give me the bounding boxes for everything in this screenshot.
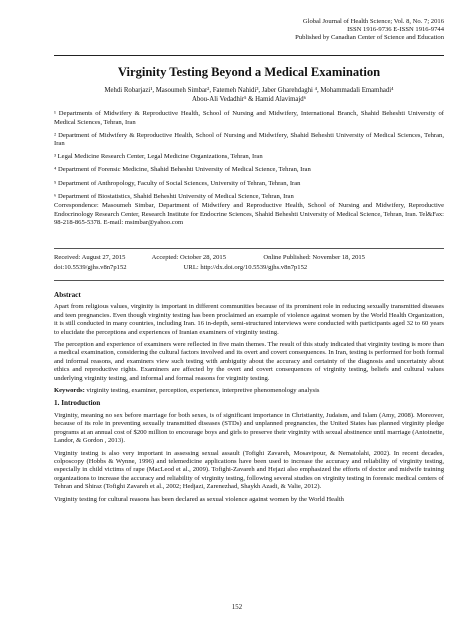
page-number: 152 xyxy=(231,604,243,611)
affiliation-list xyxy=(54,110,444,206)
body-paragraph: Virginity testing for cultural reasons has been declared as sexual violence against women by the World Health xyxy=(54,495,344,503)
journal-header-line: Published by Canadian Center of Science and Education xyxy=(295,34,444,42)
author-line: Abou-Ali Vedadhir⁵ & Hamid Alavimajd⁶ xyxy=(191,96,307,103)
doi: doi:10.5539/gjhs.v8n7p152 xyxy=(54,263,127,271)
keywords-text: virginity testing, examiner, perception, experience, interpretive phenomenology analysis xyxy=(84,387,320,395)
affiliation: ⁵ Department of Anthropology, Faculty of Social Sciences, University of Tehran, Tehran, Iran xyxy=(54,179,301,187)
author-list xyxy=(54,86,444,104)
affiliation: ⁴ Department of Forensic Medicine, Shahid Beheshti University of Medical Science, Tehran, Iran xyxy=(54,166,311,174)
doi-url-link[interactable]: URL: http://dx.doi.org/10.5539/gjhs.v8n7p152 xyxy=(183,263,308,271)
abstract-paragraph: The perception and experience of examiners were reflected in five main themes. The result of this study indicated that virginity testing is more than a medical examination, considering the cultural factors involved and its overt and covert consequences. In Iran, testing is performed for both formal and informal reasons, and examiners view such testing with ambiguity about the accuracy and certainty of the diagnosis and uncertainty about ethics and reproductive rights. Examiners are affected by the overt and covert consequences of virginity testing, beliefs and cultural values underlying virginity testing, and informal and formal reasons for virginity testing. xyxy=(54,341,445,382)
journal-header-line: Global Journal of Health Science; Vol. 8, No. 7; 2016 xyxy=(302,18,444,25)
abstract-heading: Abstract xyxy=(54,291,81,299)
affiliation: ⁶ Department of Biostatistics, Shahid Beheshti University of Medical Science, Tehran, Iran xyxy=(54,192,294,200)
body-paragraph: Virginity, meaning no sex before marriage for both sexes, is of significant importance in Christianity, Judaism, and Islam (Amy, 2008). Moreover, because of its role in preventing sexually transmitted diseases (STDs) and unplanned pregnancies, the United States has planned virginity pledge programs at an annual cost of $200 million to encourage boys and girls to preserve their virginity with sexual abstinence until marriage (Antoinette, Landor, & Gordon , 2013). xyxy=(54,411,444,445)
affiliation: ³ Legal Medicine Research Center, Legal Medicine Organizations, Tehran, Iran xyxy=(54,153,263,161)
accepted-date: Accepted: October 28, 2015 xyxy=(151,254,226,261)
paper-title: Virginity Testing Beyond a Medical Examination xyxy=(117,65,381,79)
body-paragraph: Virginity testing is also very important in assessing sexual assault (Tofighi Zavareh, Mosavipour, & Nematolahi, 2002). In recent decades, colposcopy (Hobbs & Wynne, 1996) and telemedicine applications have been used to increase the accuracy and reliability of virginity testing, especially in child victims of rape (MacLeod et al., 2009). Tofighi-Zavareh and Hejazi also emphasized the efforts of doctor and midwife training organizations to increase the accuracy and reliability of virginity testing, following several studies on virginity testing in forensic medical centers of Tehran and Shiraz (Tofighi Zavareh et al., 2002; Hedjazi, Zarenezhad, Shaykh Azadi, & Valie, 2012). xyxy=(54,449,444,491)
divider xyxy=(54,248,444,249)
keywords xyxy=(54,387,444,395)
journal-header xyxy=(295,18,444,43)
publication-dates xyxy=(54,253,444,273)
keywords-label: Keywords: xyxy=(54,387,85,395)
article-body xyxy=(54,291,444,508)
author-line: Mehdi Robarjazi¹, Masoumeh Simbar², Fatemeh Nahidi³, Jaber Gharehdaghi ⁴, Mohammadali Emamhadi⁴ xyxy=(104,87,394,94)
received-date: Received: August 27, 2015 xyxy=(54,254,126,261)
divider xyxy=(54,280,444,281)
affiliation: ¹ Departments of Midwifery & Reproductive Health, School of Nursing and Midwifery, International Branch, Shahid Beheshti University of Medical Sciences, Tehran, Iran xyxy=(54,110,444,126)
abstract-paragraph: Apart from religious values, virginity is important in different communities because of its prominent role in reducing sexually transmitted diseases and teen pregnancies. Even though virginity testing has been proclaimed an example of violence against women by the World Health Organization, it is still conducted in many countries, including Iran. 16 in-depth, semi-structured interviews were conducted with participants aged 32 to 60 years to elucidate the perceptions and experiences of Iranian examiners of virginity testing. xyxy=(54,303,444,336)
published-date: Online Published: November 18, 2015 xyxy=(263,254,365,261)
section-heading-introduction: 1. Introduction xyxy=(54,399,101,408)
journal-header-line: ISSN 1916-9736 E-ISSN 1916-9744 xyxy=(347,26,444,34)
correspondence: Correspondence: Masoumeh Simbar, Department of Midwifery and Reproductive Health, School of Nursing and Midwifery, Reproductive Endocrinology Research Center, Research Institute for Endocrine Sciences, Shahid Beheshti University of Medical Science, Tehran, Iran. Tel&Fax: 98-218-865-5378. E-mail: msimbar@yahoo.com xyxy=(54,202,444,227)
header-divider xyxy=(54,55,444,56)
affiliation: ² Department of Midwifery & Reproductive Health, School of Nursing and Midwifery, Shahid Beheshti University of Medical Sciences, Tehran, Iran xyxy=(54,131,444,148)
